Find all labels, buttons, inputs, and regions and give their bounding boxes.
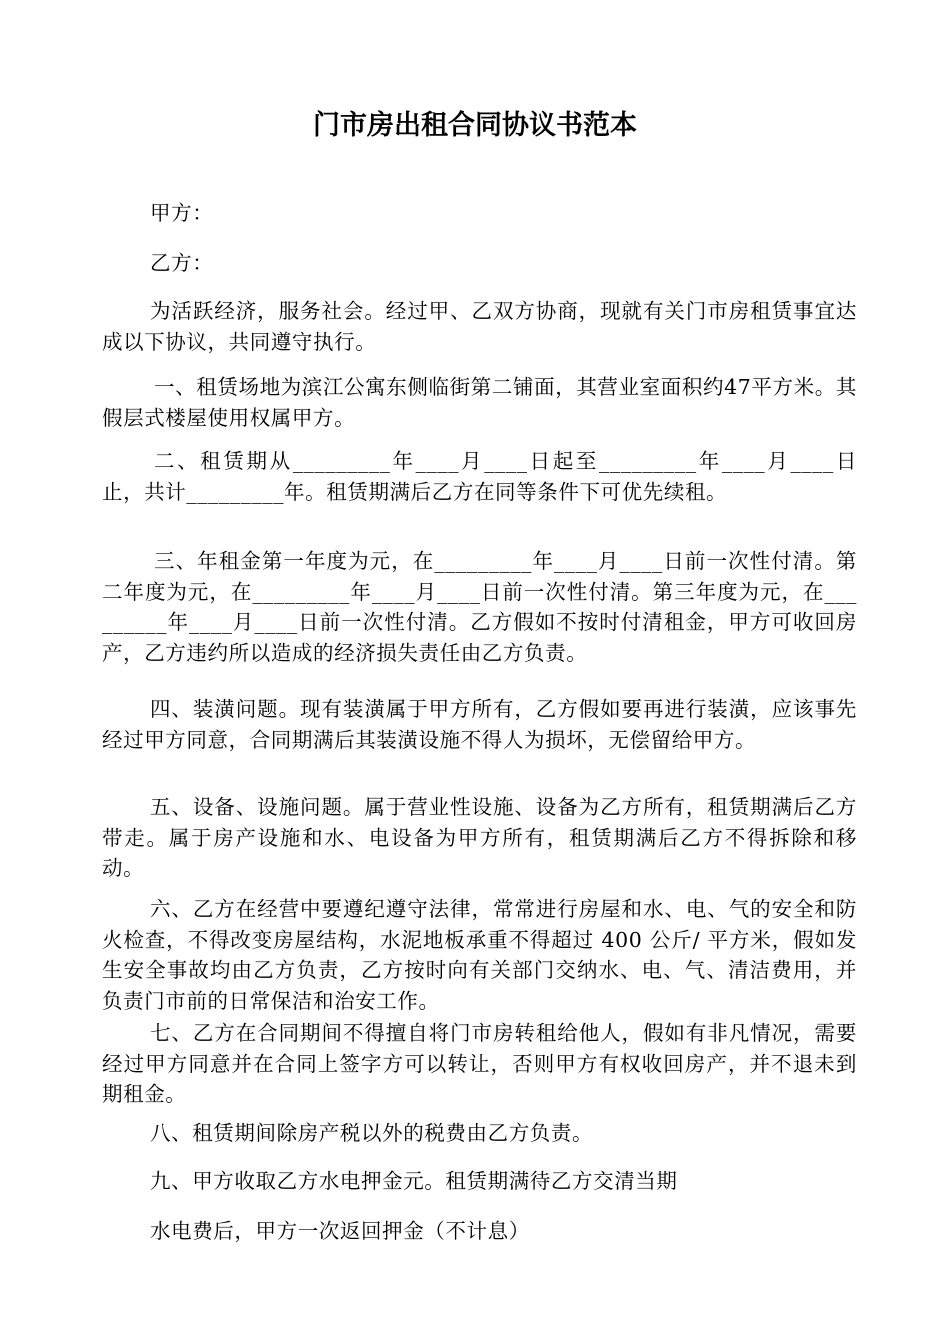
clause-7-paragraph: 七、乙方在合同期间不得擅自将门市房转租给他人，假如有非凡情况，需要经过甲方同意并在合同上签字方可以转让，否则甲方有权收回房产，并不退未到期租金。 [102,1021,857,1106]
clause-9-continuation: 水电费后，甲方一次返回押金（不计息） [150,1219,530,1243]
clause-5-paragraph: 五、设备、设施问题。属于营业性设施、设备为乙方所有，租赁期满后乙方带走。属于房产设施和水、电设备为甲方所有，租赁期满后乙方不得拆除和移动。 [102,795,857,880]
party-a-line: 甲方： [150,201,214,225]
document-title: 门市房出租合同协议书范本 [313,110,637,141]
clause-2-paragraph: 二、租赁期从_________年____月____日起至_________年____月____日止，共计_________年。租赁期满后乙方在同等条件下可优先续租。 [102,449,857,504]
clause-6-paragraph: 六、乙方在经营中要遵纪遵守法律，常常进行房屋和水、电、气的安全和防火检查，不得改变房屋结构，水泥地板承重不得超过 400 公斤/ 平方米，假如发生安全事故均由乙方负责，乙方按时向有关部门交纳水、电、气、清洁费用，并负责门市前的日常保洁和治安工作。 [102,897,857,1013]
clause-9-paragraph: 九、甲方收取乙方水电押金元。租赁期满待乙方交清当期 [150,1169,678,1193]
clause-3-paragraph: 三、年租金第一年度为元，在_________年____月____日前一次性付清。第二年度为元，在_________年____月____日前一次性付清。第三年度为元，在_________年____月____日前一次性付清。乙方假如不按时付清租金，甲方可收回房产，乙方违约所以造成的经济损失责任由乙方负责。 [102,549,857,665]
party-b-line: 乙方： [150,251,214,275]
intro-paragraph: 为活跃经济，服务社会。经过甲、乙双方协商，现就有关门市房租赁事宜达成以下协议，共同遵守执行。 [102,299,857,354]
clause-1-paragraph: 一、租赁场地为滨江公寓东侧临街第二铺面，其营业室面积约47平方米。其假层式楼屋使用权属甲方。 [102,375,857,430]
clause-8-paragraph: 八、租赁期间除房产税以外的税费由乙方负责。 [150,1121,594,1145]
clause-4-paragraph: 四、装潢问题。现有装潢属于甲方所有，乙方假如要再进行装潢，应该事先经过甲方同意，合同期满后其装潢设施不得人为损坏，无偿留给甲方。 [102,697,857,752]
